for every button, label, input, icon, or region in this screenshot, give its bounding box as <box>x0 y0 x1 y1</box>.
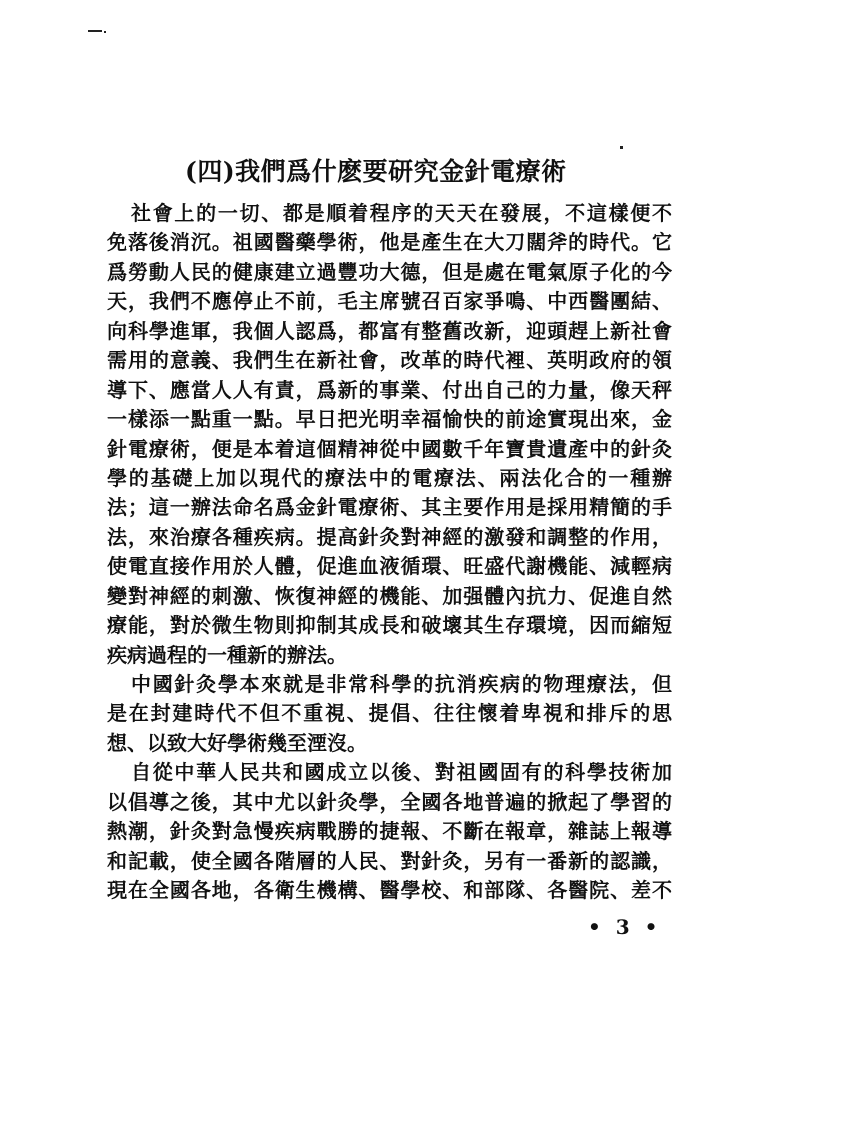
text-line: 需用的意義、我們生在新社會，改革的時代裡、英明政府的領 <box>107 348 672 373</box>
scan-mark <box>104 31 106 33</box>
text-line: 想、以致大好學術幾至湮沒。 <box>107 730 367 755</box>
scan-mark <box>620 146 623 149</box>
text-line: 疾病過程的一種新的辦法。 <box>107 642 347 667</box>
text-line: 法；這一辦法命名爲金針電療術、其主要作用是採用精簡的手 <box>107 495 672 520</box>
text-line: 以倡導之後，其中尤以針灸學，全國各地普遍的掀起了學習的 <box>107 789 672 814</box>
text-line: 導下、應當人人有責，爲新的事業、付出自己的力量，像天秤 <box>107 377 672 402</box>
text-line: 中國針灸學本來就是非常科學的抗消疾病的物理療法，但 <box>131 672 672 696</box>
text-line: 和記載，使全國各階層的人民、對針灸，另有一番新的認識， <box>107 848 672 873</box>
page-number: • 3 • <box>588 915 662 939</box>
text-line: 爲勞動人民的健康建立過豐功大德，但是處在電氣原子化的今 <box>107 259 672 284</box>
text-line: 是在封建時代不但不重視、提倡、往往懷着卑視和排斥的思 <box>107 701 672 726</box>
text-line: 自從中華人民共和國成立以後、對祖國固有的科學技術加 <box>131 760 672 785</box>
text-line: 針電療術，便是本着這個精神從中國數千年寶貴遺產中的針灸 <box>107 436 672 461</box>
paragraph <box>107 199 672 670</box>
body-text <box>107 199 672 906</box>
scan-mark <box>88 30 102 32</box>
text-line: 天，我們不應停止不前，毛主席號召百家爭鳴、中西醫團結、 <box>107 289 672 314</box>
text-line: 免落後消沉。祖國醫藥學術，他是產生在大刀闊斧的時代。它 <box>107 230 672 255</box>
text-line: 變對神經的刺激、恢復神經的機能、加强體內抗力、促進自然 <box>107 583 672 608</box>
text-line: 療能，對於微生物則抑制其成長和破壞其生存環境，因而縮短 <box>107 613 672 638</box>
text-line: 一樣添一點重一點。早日把光明幸福愉快的前途實現出來，金 <box>107 407 672 432</box>
paragraph <box>107 758 672 905</box>
text-line: 法，來治療各種疾病。提高針灸對神經的激發和調整的作用， <box>107 524 672 549</box>
paragraph <box>107 670 672 758</box>
section-title: (四)我們爲什麽要研究金針電療術 <box>185 157 567 186</box>
text-line: 現在全國各地，各衛生機構、醫學校、和部隊、各醫院、差不 <box>107 878 672 903</box>
text-line: 使電直接作用於人體，促進血液循環、旺盛代謝機能、減輕病 <box>107 554 672 579</box>
text-line: 向科學進軍，我個人認爲，都富有整舊改新，迎頭趕上新社會 <box>107 318 672 343</box>
text-line: 學的基礎上加以現代的療法中的電療法、兩法化合的一種辦 <box>107 465 672 490</box>
text-line: 社會上的一切、都是順着程序的天天在發展，不這樣便不 <box>131 201 672 225</box>
text-line: 熱潮，針灸對急慢疾病戰勝的捷報、不斷在報章，雜誌上報導 <box>107 819 672 844</box>
